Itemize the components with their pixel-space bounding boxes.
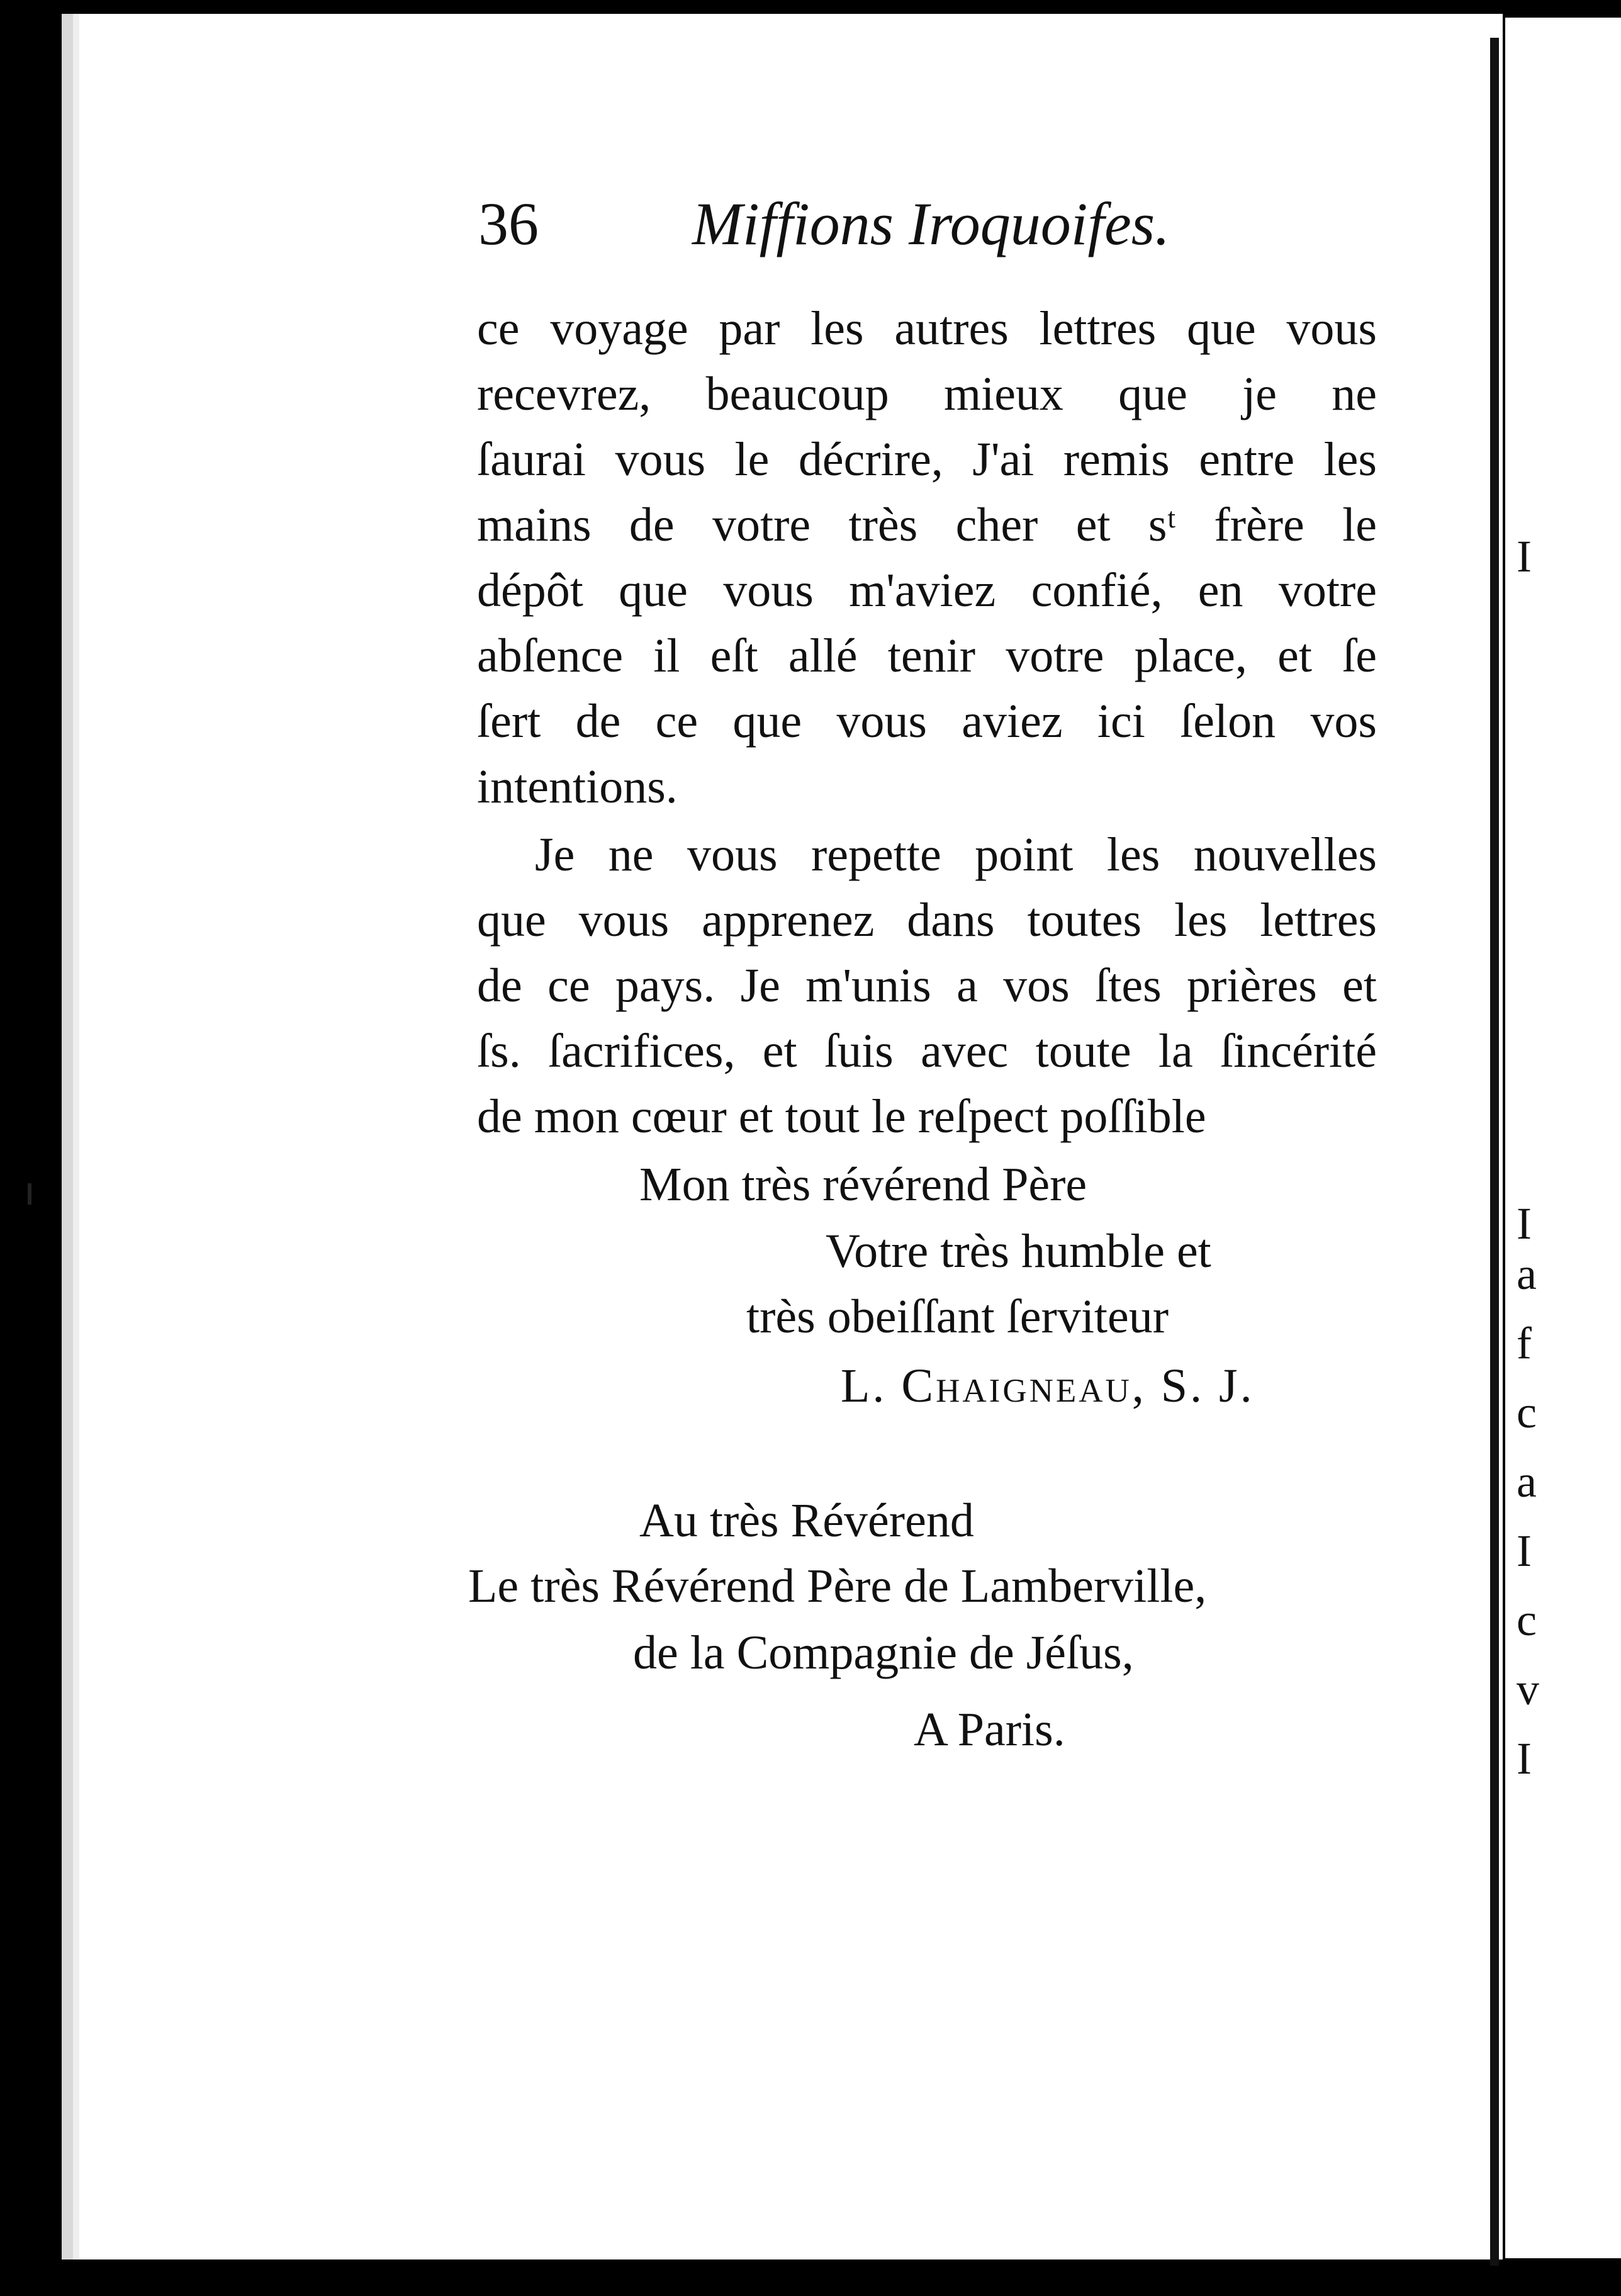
body-line: abſence il eſt allé tenir votre place, et ſe [477, 629, 1377, 682]
body-line: Je ne vous repette point les nouvelles [535, 828, 1377, 881]
facing-page-letter: c [1517, 1387, 1537, 1438]
facing-page-letter: f [1517, 1318, 1532, 1368]
facing-page-letter: I [1517, 1198, 1532, 1249]
closing-line: très obeiſſant ſerviteur [746, 1290, 1169, 1343]
address-line: A Paris. [914, 1703, 1065, 1756]
page-header [478, 189, 1183, 271]
running-title: Miffions Iroquoifes. [692, 190, 1170, 257]
facing-page-letter: v [1517, 1664, 1539, 1714]
closing-line: Votre très humble et [826, 1225, 1211, 1278]
body-line: recevrez, beaucoup mieux que je ne [477, 368, 1377, 420]
page-number: 36 [478, 190, 539, 257]
signature: L. Chaigneau, S. J. [841, 1359, 1255, 1412]
body-line: de ce pays. Je m'unis a vos ſtes prières et [477, 959, 1377, 1012]
body-line: de mon cœur et tout le reſpect poſſible [477, 1090, 1206, 1143]
address-line: Au très Révérend [639, 1494, 974, 1547]
body-line: ſs. ſacrifices, et ſuis avec toute la ſincérité [477, 1025, 1377, 1078]
facing-page-letter: a [1517, 1249, 1537, 1299]
facing-page-letter: I [1517, 1526, 1532, 1576]
body-line: mains de votre très cher et sᵗ frère le [477, 498, 1377, 551]
closing-salutation: Mon très révérend Père [639, 1158, 1087, 1211]
body-line: ſert de ce que vous aviez ici ſelon vos [477, 695, 1377, 748]
body-line: intentions. [477, 760, 678, 813]
body-line: ſaurai vous le décrire, J'ai remis entre les [477, 433, 1377, 486]
facing-page-letter: I [1517, 531, 1532, 582]
facing-page-fragment [1505, 18, 1621, 2258]
body-line: que vous apprenez dans toutes les lettres [477, 894, 1377, 947]
facing-page-letter: I [1517, 1733, 1532, 1784]
page-gutter [1490, 38, 1499, 2266]
address-line: de la Compagnie de Jéſus, [633, 1626, 1134, 1679]
body-line: dépôt que vous m'aviez confié, en votre [477, 564, 1377, 617]
edge-mark [28, 1183, 31, 1205]
facing-page-letter: a [1517, 1456, 1537, 1507]
facing-page-letter: c [1517, 1595, 1537, 1645]
body-line: ce voyage par les autres lettres que vous [477, 302, 1377, 355]
address-line: Le très Révérend Père de Lamberville, [468, 1560, 1207, 1612]
